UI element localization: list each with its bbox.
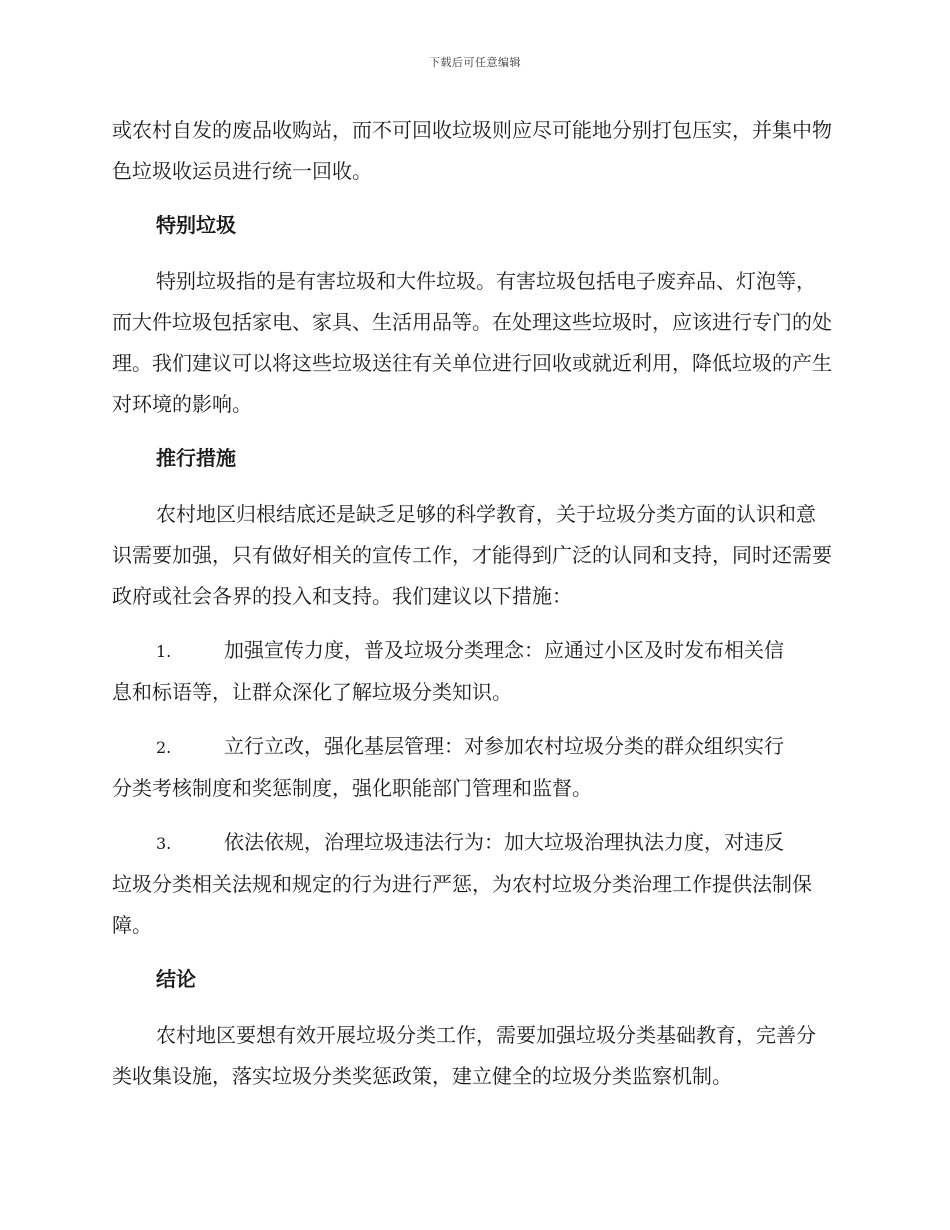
section-heading-conclusion: 结论 xyxy=(156,967,196,991)
section-heading-measures: 推行措施 xyxy=(156,446,236,470)
list-text-continued: 息和标语等，让群众深化了解垃圾分类知识。 xyxy=(112,680,512,704)
paragraph-conclusion: 农村地区要想有效开展垃圾分类工作，需要加强垃圾分类基础教育，完善分类收集设施，落实垃圾分类奖惩政策，建立健全的垃圾分类监察机制。 xyxy=(112,1023,816,1088)
list-text-continued: 垃圾分类相关法规和规定的行为进行严惩，为农村垃圾分类治理工作提供法制保障。 xyxy=(112,872,812,937)
list-text: 加强宣传力度，普及垃圾分类理念：应通过小区及时发布相关信 xyxy=(224,638,784,662)
paragraph-continued: 或农村自发的废品收购站，而不可回收垃圾则应尽可能地分别打包压实，并集中物色垃圾收运员进行统一回收。 xyxy=(112,118,832,183)
page-header: 下载后可任意编辑 xyxy=(429,56,521,69)
paragraph-special-waste: 特别垃圾指的是有害垃圾和大件垃圾。有害垃圾包括电子废弃品、灯泡等，而大件垃圾包括家电、家具、生活用品等。在处理这些垃圾时，应该进行专门的处理。我们建议可以将这些垃圾送往有关单位进行回收或就近利用，降低垃圾的产生对环境的影响。 xyxy=(112,269,832,416)
document-body xyxy=(112,110,832,1110)
list-item xyxy=(112,822,832,946)
paragraph-measures: 农村地区归根结底还是缺乏足够的科学教育，关于垃圾分类方面的认识和意识需要加强，只有做好相关的宣传工作，才能得到广泛的认同和支持，同时还需要政府或社会各界的投入和支持。我们建议以下措施： xyxy=(112,502,832,608)
list-text-continued: 分类考核制度和奖惩制度，强化职能部门管理和监督。 xyxy=(112,776,592,800)
list-item xyxy=(112,630,832,713)
list-text: 立行立改，强化基层管理：对参加农村垃圾分类的群众组织实行 xyxy=(224,734,784,758)
list-number: 2. xyxy=(156,738,172,757)
list-text: 依法依规，治理垃圾违法行为：加大垃圾治理执法力度，对违反 xyxy=(224,830,784,854)
list-item xyxy=(112,726,832,809)
list-number: 1. xyxy=(156,642,172,661)
list-number: 3. xyxy=(156,834,172,853)
section-heading-special-waste: 特别垃圾 xyxy=(156,213,236,237)
